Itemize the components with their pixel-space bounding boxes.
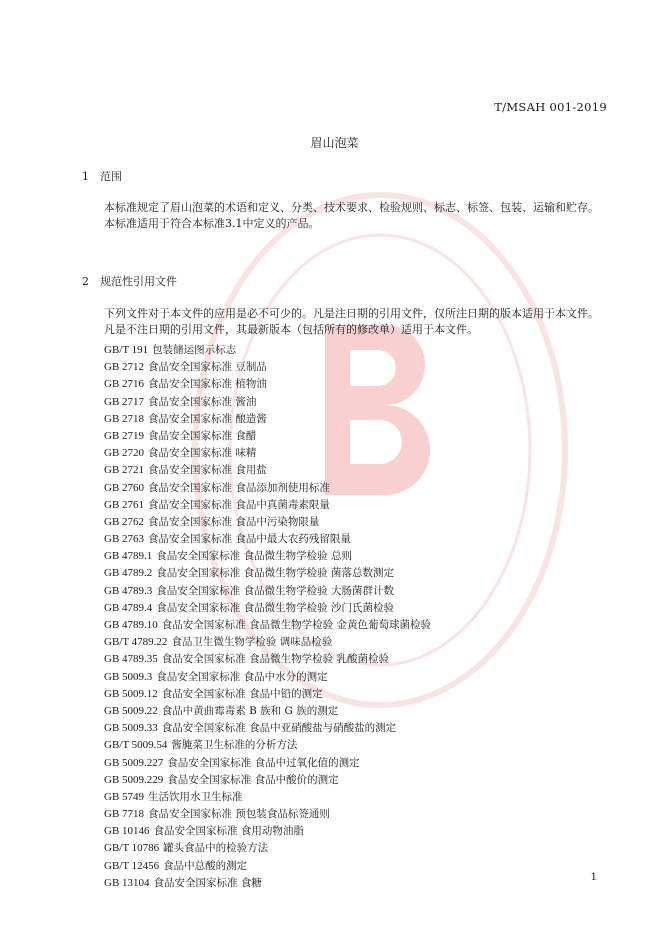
reference-code: GB/T 10786 bbox=[104, 842, 160, 855]
reference-item bbox=[104, 462, 431, 479]
reference-title: 食品安全国家标准 食品微生物学检验 乳酸菌检验 bbox=[161, 653, 389, 666]
reference-title: 食品安全国家标准 食品中过氧化值的测定 bbox=[167, 756, 360, 769]
reference-code: GB/T 4789.22 bbox=[104, 636, 168, 649]
reference-item bbox=[104, 703, 431, 720]
reference-title: 食品安全国家标准 食品微生物学检验 大肠菌群计数 bbox=[156, 584, 394, 597]
reference-title: 食品安全国家标准 食品中亚硝酸盐与硝酸盐的测定 bbox=[161, 722, 397, 735]
reference-code: GB 5009.229 bbox=[104, 773, 164, 786]
reference-title: 食品安全国家标准 食用盐 bbox=[148, 464, 267, 477]
reference-title: 食品安全国家标准 味精 bbox=[148, 447, 257, 460]
references-intro: 下列文件对于本文件的应用是必不可少的。凡是注日期的引用文件，仅所注日期的版本适用于本文件。凡是不注日期的引用文件，其最新版本（包括所有的修改单）适用于本文件。 bbox=[104, 307, 599, 336]
reference-title: 食品中黄曲霉毒素 B 族和 G 族的测定 bbox=[161, 704, 339, 717]
reference-title: 食品安全国家标准 食品中最大农药残留限量 bbox=[148, 533, 351, 546]
reference-code: GB/T 12456 bbox=[104, 859, 160, 872]
reference-title: 食品安全国家标准 食品微生物学检验 金黄色葡萄球菌检验 bbox=[161, 619, 431, 631]
reference-item bbox=[104, 445, 431, 462]
reference-code: GB 5009.3 bbox=[104, 670, 153, 683]
reference-item bbox=[104, 480, 431, 497]
reference-title: 食品中总酸的测定 bbox=[163, 859, 248, 872]
reference-title: 生活饮用水卫生标准 bbox=[148, 790, 243, 803]
reference-code: GB 2712 bbox=[104, 361, 145, 374]
reference-code: GB 2763 bbox=[104, 533, 145, 546]
reference-item bbox=[104, 755, 431, 772]
reference-item bbox=[104, 840, 431, 857]
reference-title: 食品安全国家标准 食品中铅的测定 bbox=[161, 687, 323, 700]
reference-item bbox=[104, 737, 431, 754]
reference-item bbox=[104, 531, 431, 548]
reference-title: 食品安全国家标准 食品微生物学检验 菌落总数测定 bbox=[156, 567, 394, 580]
section-number: 2 bbox=[82, 275, 89, 288]
reference-code: GB 10146 bbox=[104, 825, 150, 838]
section-2-body bbox=[82, 306, 609, 338]
reference-title: 食品安全国家标准 植物油 bbox=[148, 378, 267, 391]
normative-references-list bbox=[104, 342, 431, 892]
section-1-body bbox=[82, 200, 609, 232]
reference-code: GB 4789.1 bbox=[104, 550, 153, 563]
reference-title: 食品安全国家标准 食品中污染物限量 bbox=[148, 515, 320, 528]
reference-code: GB 2717 bbox=[104, 395, 145, 408]
reference-title: 食品安全国家标准 食品中水分的测定 bbox=[156, 670, 328, 683]
reference-title: 酱腌菜卫生标准的分析方法 bbox=[171, 739, 298, 752]
reference-code: GB 5009.33 bbox=[104, 722, 158, 735]
reference-item bbox=[104, 497, 431, 514]
reference-code: GB 5009.12 bbox=[104, 687, 158, 700]
reference-item bbox=[104, 514, 431, 531]
reference-title: 食品安全国家标准 食品中酸价的测定 bbox=[167, 773, 339, 786]
reference-item bbox=[104, 858, 431, 875]
reference-item bbox=[104, 651, 431, 668]
reference-item bbox=[104, 548, 431, 565]
reference-item bbox=[104, 565, 431, 582]
reference-code: GB 4789.10 bbox=[104, 619, 158, 631]
reference-code: GB 2716 bbox=[104, 378, 145, 391]
reference-title: 食品安全国家标准 食品中真菌毒素限量 bbox=[148, 498, 330, 511]
reference-item bbox=[104, 600, 431, 617]
reference-title: 食品安全国家标准 食品微生物学检验 沙门氏菌检验 bbox=[156, 601, 394, 614]
reference-code: GB 13104 bbox=[104, 876, 150, 889]
reference-item bbox=[104, 806, 431, 823]
reference-title: 食品安全国家标准 食用动物油脂 bbox=[153, 825, 304, 838]
page-number: 1 bbox=[590, 872, 597, 883]
reference-item bbox=[104, 428, 431, 445]
reference-code: GB 2719 bbox=[104, 429, 145, 442]
reference-item bbox=[104, 772, 431, 789]
reference-item bbox=[104, 875, 431, 892]
reference-item bbox=[104, 634, 431, 651]
reference-item bbox=[104, 617, 431, 634]
reference-code: GB 5009.22 bbox=[104, 704, 158, 717]
reference-code: GB 2760 bbox=[104, 481, 145, 494]
reference-title: 食品安全国家标准 酿造酱 bbox=[148, 412, 267, 425]
section-2-heading bbox=[82, 273, 177, 289]
reference-title: 食品卫生微生物学检验 调味品检验 bbox=[171, 636, 333, 649]
section-title: 规范性引用文件 bbox=[100, 275, 177, 288]
section-number: 1 bbox=[82, 170, 89, 183]
reference-item bbox=[104, 583, 431, 600]
reference-title: 包装储运图示标志 bbox=[152, 344, 237, 356]
reference-title: 罐头食品中的检验方法 bbox=[163, 842, 269, 855]
reference-title: 食品安全国家标准 酱油 bbox=[148, 395, 257, 408]
reference-item bbox=[104, 376, 431, 393]
reference-item bbox=[104, 342, 431, 359]
reference-code: GB/T 191 bbox=[104, 344, 149, 356]
reference-code: GB 4789.2 bbox=[104, 567, 153, 580]
reference-code: GB 7718 bbox=[104, 808, 145, 821]
reference-title: 食品安全国家标准 食品添加剂使用标准 bbox=[148, 481, 330, 494]
document-title: 眉山泡菜 bbox=[310, 136, 359, 150]
scope-applicability: 本标准适用于符合本标准3.1中定义的产品。 bbox=[104, 217, 320, 230]
reference-code: GB 4789.35 bbox=[104, 653, 158, 666]
reference-code: GB 4789.3 bbox=[104, 584, 153, 597]
reference-code: GB 4789.4 bbox=[104, 601, 153, 614]
standard-code: T/MSAH 001-2019 bbox=[494, 100, 607, 114]
reference-item bbox=[104, 411, 431, 428]
reference-item bbox=[104, 789, 431, 806]
reference-code: GB 2720 bbox=[104, 447, 145, 460]
reference-code: GB 5009.227 bbox=[104, 756, 164, 769]
reference-item bbox=[104, 669, 431, 686]
reference-title: 食品安全国家标准 预包装食品标签通则 bbox=[148, 808, 330, 821]
scope-paragraph: 本标准规定了眉山泡菜的术语和定义、分类、技术要求、检验规则、标志、标签、包装、运输和贮存。 bbox=[104, 201, 599, 214]
section-1-heading bbox=[82, 168, 122, 184]
reference-item bbox=[104, 359, 431, 376]
reference-item bbox=[104, 686, 431, 703]
reference-code: GB 2762 bbox=[104, 515, 145, 528]
reference-title: 食品安全国家标准 食醋 bbox=[148, 429, 257, 442]
reference-title: 食品安全国家标准 食糖 bbox=[153, 876, 262, 889]
reference-code: GB 2718 bbox=[104, 412, 145, 425]
reference-item bbox=[104, 823, 431, 840]
reference-item bbox=[104, 720, 431, 737]
reference-code: GB 5749 bbox=[104, 790, 145, 803]
section-title: 范围 bbox=[100, 170, 122, 183]
reference-code: GB 2761 bbox=[104, 498, 145, 511]
reference-title: 食品安全国家标准 食品微生物学检验 总则 bbox=[156, 550, 352, 563]
reference-code: GB 2721 bbox=[104, 464, 145, 477]
reference-item bbox=[104, 394, 431, 411]
reference-code: GB/T 5009.54 bbox=[104, 739, 168, 752]
reference-title: 食品安全国家标准 豆制品 bbox=[148, 361, 267, 374]
